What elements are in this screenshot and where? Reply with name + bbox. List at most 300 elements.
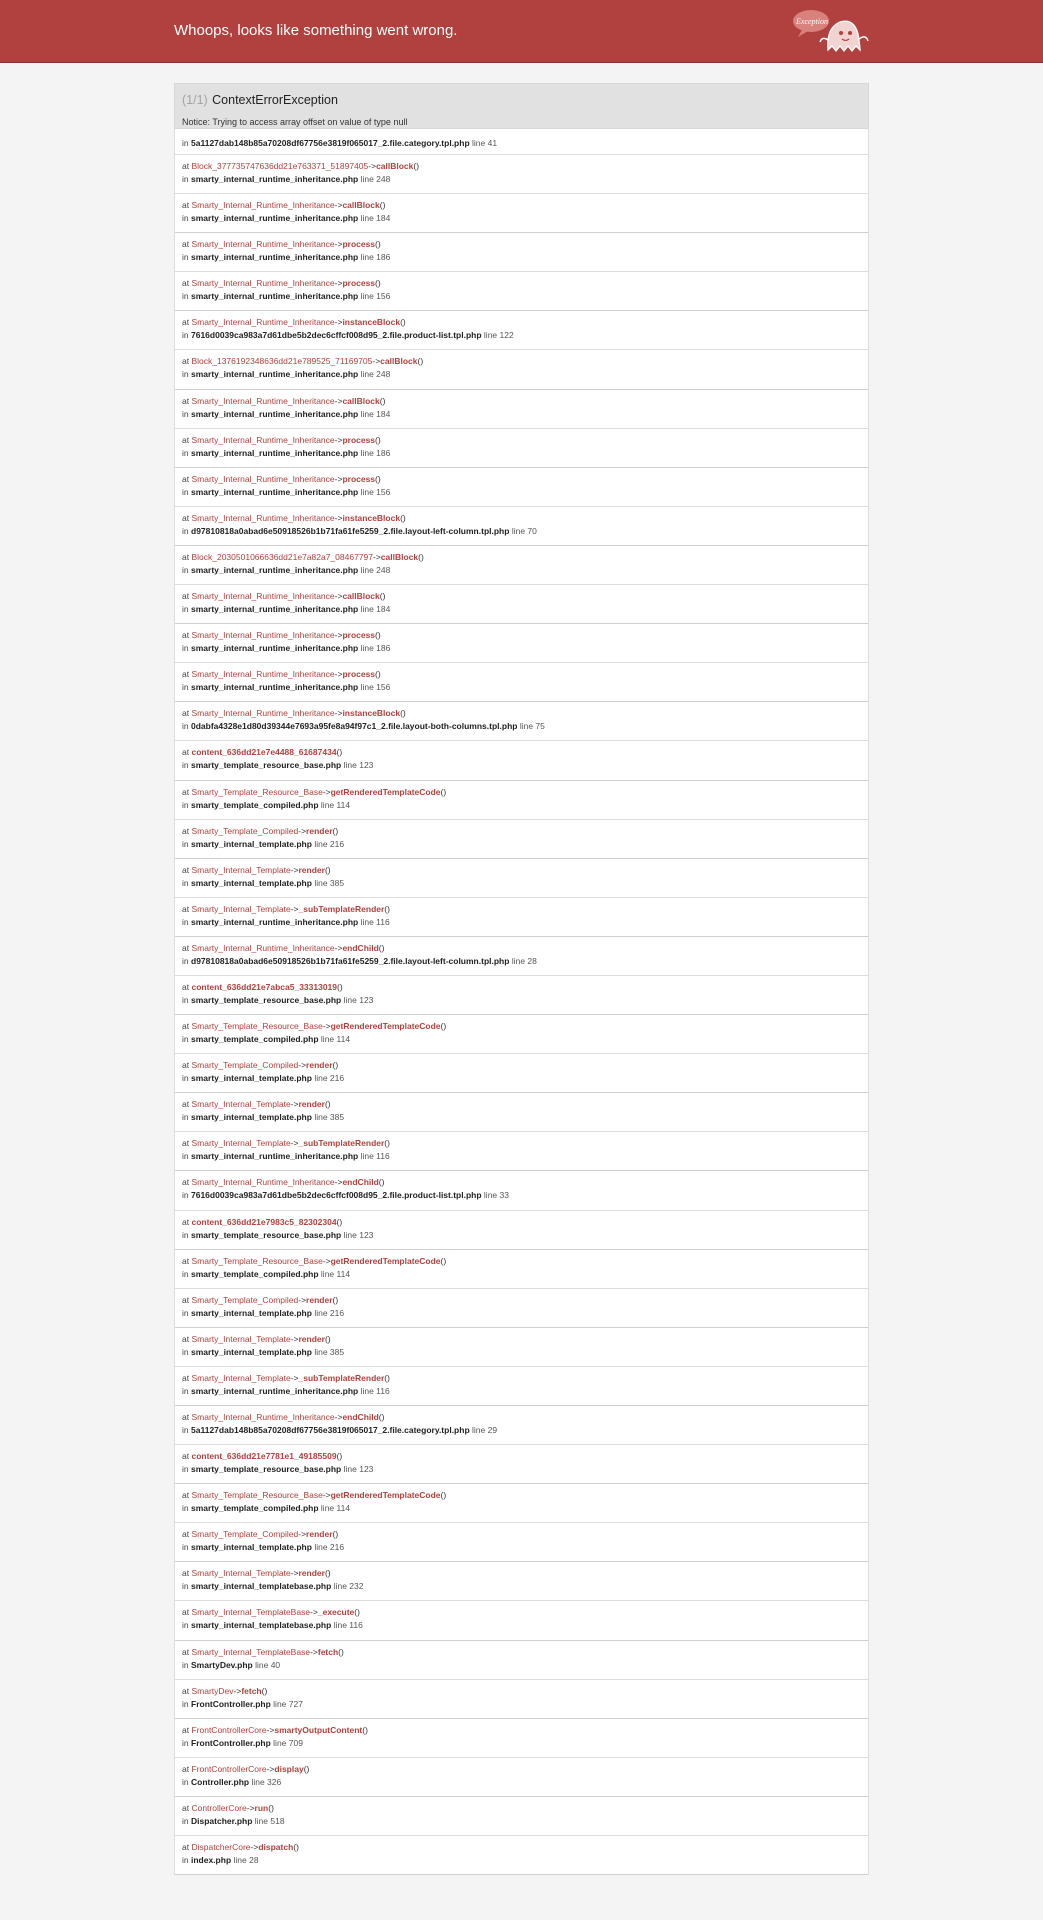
trace-file: 5a1127dab148b85a70208df67756e3819f065017_2.file.category.tpl.php bbox=[191, 138, 470, 148]
frame-parens: () bbox=[336, 1216, 343, 1227]
frame-function: render bbox=[306, 1529, 333, 1540]
frame-function: _subTemplateRender bbox=[298, 1138, 385, 1149]
frame-parens: () bbox=[354, 1607, 360, 1618]
frame-in-label: in bbox=[182, 1659, 189, 1670]
frame-file: smarty_internal_runtime_inheritance.php bbox=[191, 564, 359, 575]
frame-function: getRenderedTemplateCode bbox=[330, 786, 441, 797]
frame-parens: () bbox=[400, 708, 406, 719]
frame-class: Smarty_Template_Resource_Base bbox=[191, 1255, 323, 1266]
trace-frame bbox=[175, 1445, 868, 1484]
frame-arrow: -> bbox=[290, 1138, 299, 1149]
frame-parens: () bbox=[378, 942, 385, 953]
frame-file: 7616d0039ca983a7d61dbe5b2dec6cffcf008d95_2.file.product-list.tpl.php bbox=[191, 330, 482, 341]
frame-parens: () bbox=[384, 903, 390, 914]
frame-file: 0dabfa4328e1d80d39344e7693a95fe8a94f97c1_2.file.layout-both-columns.tpl.php bbox=[191, 721, 518, 732]
frame-at-label: at bbox=[182, 1607, 190, 1618]
frame-function: fetch bbox=[241, 1685, 262, 1696]
frame-line: line 156 bbox=[360, 682, 391, 693]
frame-line: line 70 bbox=[511, 525, 537, 536]
trace-frame bbox=[175, 1562, 868, 1601]
frame-line: line 184 bbox=[360, 408, 391, 419]
page-title: Whoops, looks like something went wrong. bbox=[174, 22, 458, 39]
frame-arrow: -> bbox=[310, 1646, 318, 1657]
trace-frame bbox=[175, 585, 868, 624]
trace-frame bbox=[175, 820, 868, 859]
frame-in-label: in bbox=[182, 877, 189, 888]
frame-class: FrontControllerCore bbox=[191, 1724, 267, 1735]
frame-class: Smarty_Internal_Runtime_Inheritance bbox=[191, 395, 335, 406]
frame-file: d97810818a0abad6e50918526b1b71fa61fe5259_2.file.layout-left-column.tpl.php bbox=[191, 955, 510, 966]
frame-parens: () bbox=[332, 1529, 339, 1540]
frame-class: Smarty_Template_Resource_Base bbox=[191, 786, 323, 797]
frame-arrow: -> bbox=[334, 239, 343, 250]
frame-function: instanceBlock bbox=[342, 708, 401, 719]
frame-in-label: in bbox=[182, 1855, 189, 1866]
frame-arrow: -> bbox=[266, 1724, 275, 1735]
frame-in-label: in bbox=[182, 1151, 189, 1162]
frame-function: content_636dd21e7781e1_49185509 bbox=[191, 1451, 337, 1462]
frame-function: callBlock bbox=[342, 591, 380, 602]
trace-frame bbox=[175, 1758, 868, 1797]
frame-line: line 216 bbox=[314, 1073, 345, 1084]
frame-at-label: at bbox=[182, 1763, 190, 1774]
frame-in-label: in bbox=[182, 486, 189, 497]
frame-class: Smarty_Template_Compiled bbox=[191, 825, 299, 836]
frame-parens: () bbox=[337, 981, 343, 992]
frame-at-label: at bbox=[182, 512, 190, 523]
frame-at-label: at bbox=[182, 1724, 190, 1735]
frame-parens: () bbox=[332, 825, 339, 836]
frame-function: process bbox=[342, 473, 376, 484]
trace-frame bbox=[175, 1093, 868, 1132]
frame-at-label: at bbox=[182, 630, 190, 641]
frame-function: callBlock bbox=[380, 551, 419, 562]
frame-in-label: in bbox=[182, 1190, 189, 1201]
frame-function: callBlock bbox=[342, 395, 380, 406]
trace-frame bbox=[175, 429, 868, 468]
frame-class: Smarty_Internal_Runtime_Inheritance bbox=[191, 630, 335, 641]
frame-arrow: -> bbox=[334, 512, 343, 523]
frame-arrow: -> bbox=[290, 1099, 299, 1110]
frame-class: FrontControllerCore bbox=[191, 1763, 267, 1774]
frame-parens: () bbox=[324, 1333, 331, 1344]
frame-class: Smarty_Internal_Runtime_Inheritance bbox=[191, 434, 335, 445]
frame-file: smarty_internal_runtime_inheritance.php bbox=[191, 1385, 359, 1396]
trace-frame bbox=[175, 1171, 868, 1210]
frame-parens: () bbox=[375, 669, 381, 680]
frame-in-label: in bbox=[182, 838, 189, 849]
frame-parens: () bbox=[400, 317, 406, 328]
frame-at-label: at bbox=[182, 278, 190, 289]
frame-arrow: -> bbox=[310, 1607, 318, 1618]
frame-file: smarty_internal_template.php bbox=[191, 1542, 312, 1553]
frame-in-label: in bbox=[182, 1307, 189, 1318]
frame-parens: () bbox=[261, 1685, 268, 1696]
frame-line: line 33 bbox=[483, 1190, 509, 1201]
frame-class: Block_2030501066636dd21e7a82a7_08467797 bbox=[191, 551, 373, 562]
frame-class: Smarty_Internal_Runtime_Inheritance bbox=[191, 1412, 335, 1422]
frame-file: smarty_internal_runtime_inheritance.php bbox=[191, 174, 359, 184]
exception-count: (1/1) bbox=[182, 93, 208, 107]
frame-parens: () bbox=[375, 630, 381, 641]
frame-parens: () bbox=[379, 395, 386, 406]
frame-class: Smarty_Internal_Template bbox=[191, 903, 291, 914]
trace-frame bbox=[175, 1836, 868, 1875]
frame-function: display bbox=[274, 1763, 304, 1774]
frame-in-label: in bbox=[182, 1268, 189, 1279]
frame-file: Dispatcher.php bbox=[191, 1815, 253, 1826]
frame-parens: () bbox=[324, 864, 331, 875]
frame-line: line 123 bbox=[343, 1229, 374, 1240]
frame-class: Smarty_Template_Compiled bbox=[191, 1529, 299, 1540]
frame-file: d97810818a0abad6e50918526b1b71fa61fe5259_2.file.layout-left-column.tpl.php bbox=[191, 525, 510, 536]
frame-in-label: in bbox=[182, 604, 189, 615]
frame-arrow: -> bbox=[334, 278, 343, 289]
frame-function: _execute bbox=[317, 1607, 355, 1618]
frame-at-label: at bbox=[182, 395, 190, 406]
frame-line: line 116 bbox=[360, 916, 390, 927]
trace-frame bbox=[175, 233, 868, 272]
frame-parens: () bbox=[417, 356, 424, 367]
frame-class: Smarty_Internal_Template bbox=[191, 864, 291, 875]
trace-frame bbox=[175, 663, 868, 702]
frame-line: line 114 bbox=[320, 799, 351, 810]
frame-file: smarty_internal_template.php bbox=[191, 838, 312, 849]
frame-arrow: -> bbox=[334, 1177, 343, 1188]
frame-class: Smarty_Internal_Runtime_Inheritance bbox=[191, 239, 335, 250]
frame-file: smarty_template_compiled.php bbox=[191, 1268, 319, 1279]
frame-arrow: -> bbox=[334, 942, 343, 953]
exception-speech-label bbox=[793, 12, 831, 30]
frame-function: getRenderedTemplateCode bbox=[330, 1490, 441, 1501]
frame-line: line 116 bbox=[333, 1620, 363, 1631]
frame-arrow: -> bbox=[322, 786, 331, 797]
frame-file: smarty_internal_template.php bbox=[191, 1346, 312, 1357]
frame-function: instanceBlock bbox=[342, 317, 401, 328]
frame-parens: () bbox=[400, 512, 406, 523]
frame-line: line 709 bbox=[273, 1737, 303, 1748]
frame-function: process bbox=[342, 669, 376, 680]
trace-frame bbox=[175, 624, 868, 663]
frame-in-label: in bbox=[182, 564, 189, 575]
frame-class: Smarty_Template_Compiled bbox=[191, 1294, 299, 1305]
frame-line: line 123 bbox=[343, 1464, 374, 1475]
frame-parens: () bbox=[338, 1646, 344, 1657]
frame-at-label: at bbox=[182, 864, 190, 875]
frame-parens: () bbox=[324, 1099, 331, 1110]
frame-at-label: at bbox=[182, 161, 190, 171]
frame-at-label: at bbox=[182, 1412, 190, 1422]
frame-arrow: -> bbox=[322, 1021, 331, 1032]
frame-at-label: at bbox=[182, 1529, 190, 1540]
frame-in-label: in bbox=[182, 1425, 189, 1435]
frame-at-label: at bbox=[182, 1060, 190, 1071]
frame-function: render bbox=[298, 1568, 325, 1579]
frame-function: content_636dd21e7e4488_61687434 bbox=[191, 747, 337, 758]
frame-arrow: -> bbox=[334, 473, 343, 484]
trace-frame bbox=[175, 350, 868, 389]
frame-parens: () bbox=[336, 1451, 343, 1462]
frame-line: line 123 bbox=[343, 760, 374, 771]
frame-file: smarty_internal_templatebase.php bbox=[191, 1620, 332, 1631]
frame-function: _subTemplateRender bbox=[298, 1372, 385, 1383]
exception-message: Notice: Trying to access array offset on value of type null bbox=[182, 117, 408, 127]
frame-at-label: at bbox=[182, 200, 190, 211]
frame-in-label: in bbox=[182, 682, 189, 693]
trace-frame bbox=[175, 1680, 868, 1719]
frame-arrow: -> bbox=[372, 551, 381, 562]
trace-frame bbox=[175, 1289, 868, 1328]
frame-file: smarty_template_compiled.php bbox=[191, 1503, 319, 1514]
frame-line: line 123 bbox=[343, 994, 374, 1005]
frame-at-label: at bbox=[182, 1451, 190, 1462]
frame-parens: () bbox=[378, 1412, 385, 1422]
frame-arrow: -> bbox=[322, 1490, 331, 1501]
frame-line: line 385 bbox=[314, 1112, 345, 1123]
frame-at-label: at bbox=[182, 1372, 190, 1383]
trace-frame bbox=[175, 741, 868, 780]
trace-frame bbox=[175, 1719, 868, 1758]
frame-in-label: in bbox=[182, 447, 189, 458]
frame-file: smarty_internal_runtime_inheritance.php bbox=[191, 682, 359, 693]
frame-arrow: -> bbox=[298, 1060, 307, 1071]
frame-in-label: in bbox=[182, 916, 189, 927]
frame-in-label: in bbox=[182, 1346, 189, 1357]
frame-function: process bbox=[342, 434, 376, 445]
frame-in-label: in bbox=[182, 1385, 189, 1396]
frame-function: callBlock bbox=[342, 200, 380, 211]
frame-file: smarty_template_resource_base.php bbox=[191, 994, 342, 1005]
frame-line: line 216 bbox=[314, 838, 345, 849]
frame-file: smarty_internal_runtime_inheritance.php bbox=[191, 291, 359, 302]
frame-arrow: -> bbox=[290, 1372, 299, 1383]
frame-function: getRenderedTemplateCode bbox=[330, 1021, 441, 1032]
frame-class: Block_377735747636dd21e763371_51897405 bbox=[191, 161, 369, 171]
frame-function: callBlock bbox=[380, 356, 418, 367]
frame-parens: () bbox=[336, 747, 343, 758]
frame-parens: () bbox=[379, 591, 386, 602]
frame-parens: () bbox=[375, 278, 381, 289]
frame-class: Smarty_Internal_Runtime_Inheritance bbox=[191, 669, 335, 680]
frame-arrow: -> bbox=[334, 1412, 343, 1422]
trace-frame bbox=[175, 702, 868, 741]
frame-in-label: in bbox=[182, 721, 189, 732]
frame-in-label: in bbox=[182, 369, 189, 380]
frame-arrow: -> bbox=[246, 1802, 255, 1813]
frame-file: smarty_internal_template.php bbox=[191, 1112, 312, 1123]
frame-arrow: -> bbox=[290, 1333, 299, 1344]
frame-function: endChild bbox=[342, 1412, 379, 1422]
frame-class: ControllerCore bbox=[191, 1802, 247, 1813]
frame-at-label: at bbox=[182, 317, 190, 328]
frame-at-label: at bbox=[182, 825, 190, 836]
frame-class: Smarty_Internal_TemplateBase bbox=[191, 1607, 311, 1618]
trace-frame bbox=[175, 937, 868, 976]
frame-function: endChild bbox=[342, 942, 379, 953]
trace-frame bbox=[175, 1367, 868, 1406]
frame-arrow: -> bbox=[298, 1529, 307, 1540]
frame-parens: () bbox=[293, 1842, 299, 1853]
frame-in-label: in bbox=[182, 291, 189, 302]
frame-class: Smarty_Internal_Runtime_Inheritance bbox=[191, 317, 335, 328]
frame-line: line 29 bbox=[472, 1425, 498, 1435]
frame-in-label: in bbox=[182, 525, 189, 536]
frame-parens: () bbox=[418, 551, 424, 562]
frame-function: instanceBlock bbox=[342, 512, 401, 523]
frame-arrow: -> bbox=[334, 200, 343, 211]
frame-parens: () bbox=[332, 1294, 339, 1305]
frame-parens: () bbox=[332, 1060, 339, 1071]
frame-at-label: at bbox=[182, 708, 190, 719]
frame-function: smartyOutputContent bbox=[274, 1724, 363, 1735]
trace-frame bbox=[175, 898, 868, 937]
frame-parens: () bbox=[324, 1568, 331, 1579]
frame-at-label: at bbox=[182, 551, 190, 562]
frame-at-label: at bbox=[182, 434, 190, 445]
frame-at-label: at bbox=[182, 669, 190, 680]
frame-function: fetch bbox=[317, 1646, 339, 1657]
frame-at-label: at bbox=[182, 1568, 190, 1579]
frame-line: line 232 bbox=[333, 1581, 364, 1592]
trace-frame bbox=[175, 1484, 868, 1523]
frame-file: smarty_internal_template.php bbox=[191, 877, 312, 888]
frame-file: FrontController.php bbox=[191, 1737, 271, 1748]
trace-frame bbox=[175, 468, 868, 507]
frame-function: render bbox=[298, 864, 325, 875]
trace-frame bbox=[175, 546, 868, 585]
frame-class: Smarty_Internal_Runtime_Inheritance bbox=[191, 708, 335, 719]
frame-arrow: -> bbox=[298, 825, 307, 836]
frame-at-label: at bbox=[182, 1646, 190, 1657]
trace-frame bbox=[175, 1015, 868, 1054]
frame-arrow: -> bbox=[334, 669, 343, 680]
frame-class: Smarty_Internal_Template bbox=[191, 1372, 291, 1383]
trace-frame bbox=[175, 1250, 868, 1289]
trace-frame bbox=[175, 976, 868, 1015]
frame-in-label: in bbox=[182, 1464, 189, 1475]
frame-line: line 28 bbox=[511, 955, 537, 966]
trace-frame bbox=[175, 390, 868, 429]
frame-function: content_636dd21e7983c5_82302304 bbox=[191, 1216, 337, 1227]
frame-arrow: -> bbox=[233, 1685, 242, 1696]
frame-function: content_636dd21e7abca5_33313019 bbox=[191, 981, 338, 992]
trace-origin: in 5a1127dab148b85a70208df67756e3819f065017_2.file.category.tpl.php line 41 bbox=[175, 129, 868, 155]
frame-in-label: in bbox=[182, 1737, 189, 1748]
frame-function: callBlock bbox=[376, 161, 414, 171]
frame-line: line 326 bbox=[251, 1776, 282, 1787]
frame-in-label: in bbox=[182, 643, 189, 654]
frame-at-label: at bbox=[182, 1138, 190, 1149]
frame-at-label: at bbox=[182, 1842, 190, 1853]
trace-frame bbox=[175, 859, 868, 898]
frame-parens: () bbox=[440, 786, 447, 797]
frame-class: Smarty_Internal_Runtime_Inheritance bbox=[191, 278, 335, 289]
frame-at-label: at bbox=[182, 981, 190, 992]
frame-in-label: in bbox=[182, 760, 189, 771]
frame-arrow: -> bbox=[322, 1255, 331, 1266]
trace-frame bbox=[175, 1601, 868, 1640]
frame-in-label: in bbox=[182, 1620, 189, 1631]
frame-in-label: in bbox=[182, 799, 189, 810]
frame-arrow: -> bbox=[334, 317, 343, 328]
frame-class: Smarty_Internal_Runtime_Inheritance bbox=[191, 473, 335, 484]
frame-at-label: at bbox=[182, 239, 190, 250]
trace-frame bbox=[175, 155, 868, 194]
frame-parens: () bbox=[440, 1490, 447, 1501]
frame-function: render bbox=[306, 825, 333, 836]
frame-file: smarty_internal_template.php bbox=[191, 1307, 312, 1318]
frame-arrow: -> bbox=[334, 708, 343, 719]
frame-line: line 248 bbox=[360, 564, 391, 575]
frame-in-label: in bbox=[182, 252, 189, 263]
frame-in-label: in bbox=[182, 1229, 189, 1240]
frame-line: line 114 bbox=[320, 1034, 351, 1045]
trace-frame bbox=[175, 272, 868, 311]
frame-parens: () bbox=[440, 1255, 447, 1266]
frame-arrow: -> bbox=[334, 630, 343, 641]
frame-line: line 75 bbox=[519, 721, 545, 732]
frame-function: render bbox=[306, 1060, 333, 1071]
frame-in-label: in bbox=[182, 1815, 189, 1826]
logo-text: Exception bbox=[796, 17, 828, 26]
frame-line: line 727 bbox=[273, 1698, 303, 1709]
frame-function: _subTemplateRender bbox=[298, 903, 385, 914]
frame-in-label: in bbox=[182, 1034, 189, 1045]
trace-frame bbox=[175, 194, 868, 233]
frame-function: process bbox=[342, 630, 376, 641]
frame-line: line 216 bbox=[314, 1307, 345, 1318]
frame-at-label: at bbox=[182, 473, 190, 484]
frame-line: line 184 bbox=[360, 213, 391, 224]
frame-at-label: at bbox=[182, 942, 190, 953]
frame-line: line 184 bbox=[360, 604, 391, 615]
frame-line: line 116 bbox=[360, 1151, 390, 1162]
frame-in-label: in bbox=[182, 1776, 189, 1787]
frame-line: line 122 bbox=[483, 330, 514, 341]
frame-arrow: -> bbox=[334, 591, 343, 602]
frame-file: FrontController.php bbox=[191, 1698, 271, 1709]
exception-class: ContextErrorException bbox=[212, 93, 338, 107]
frame-class: Block_1376192348636dd21e789525_71169705 bbox=[191, 356, 373, 367]
trace-line: line 41 bbox=[472, 138, 498, 148]
frame-file: smarty_internal_templatebase.php bbox=[191, 1581, 332, 1592]
frame-arrow: -> bbox=[368, 161, 377, 171]
frame-line: line 116 bbox=[360, 1385, 390, 1396]
frame-in-label: in bbox=[182, 213, 189, 224]
frame-file: index.php bbox=[191, 1855, 232, 1866]
trace-frame bbox=[175, 1328, 868, 1367]
frame-file: smarty_internal_runtime_inheritance.php bbox=[191, 369, 359, 380]
frame-class: Smarty_Internal_Runtime_Inheritance bbox=[191, 512, 335, 523]
frame-arrow: -> bbox=[290, 1568, 299, 1579]
frame-file: smarty_internal_runtime_inheritance.php bbox=[191, 213, 359, 224]
frame-parens: () bbox=[375, 239, 381, 250]
trace-frame bbox=[175, 1523, 868, 1562]
frame-file: smarty_template_resource_base.php bbox=[191, 760, 342, 771]
frame-file: 7616d0039ca983a7d61dbe5b2dec6cffcf008d95_2.file.product-list.tpl.php bbox=[191, 1190, 482, 1201]
frame-class: Smarty_Internal_Runtime_Inheritance bbox=[191, 200, 335, 211]
trace-frame bbox=[175, 1797, 868, 1836]
frame-at-label: at bbox=[182, 786, 190, 797]
frame-file: smarty_template_resource_base.php bbox=[191, 1464, 342, 1475]
frame-file: smarty_internal_runtime_inheritance.php bbox=[191, 1151, 359, 1162]
frame-parens: () bbox=[378, 1177, 385, 1188]
frame-arrow: -> bbox=[372, 356, 381, 367]
frame-line: line 186 bbox=[360, 643, 391, 654]
frame-function: render bbox=[298, 1333, 325, 1344]
frame-line: line 186 bbox=[360, 252, 391, 263]
trace-frame bbox=[175, 1132, 868, 1171]
